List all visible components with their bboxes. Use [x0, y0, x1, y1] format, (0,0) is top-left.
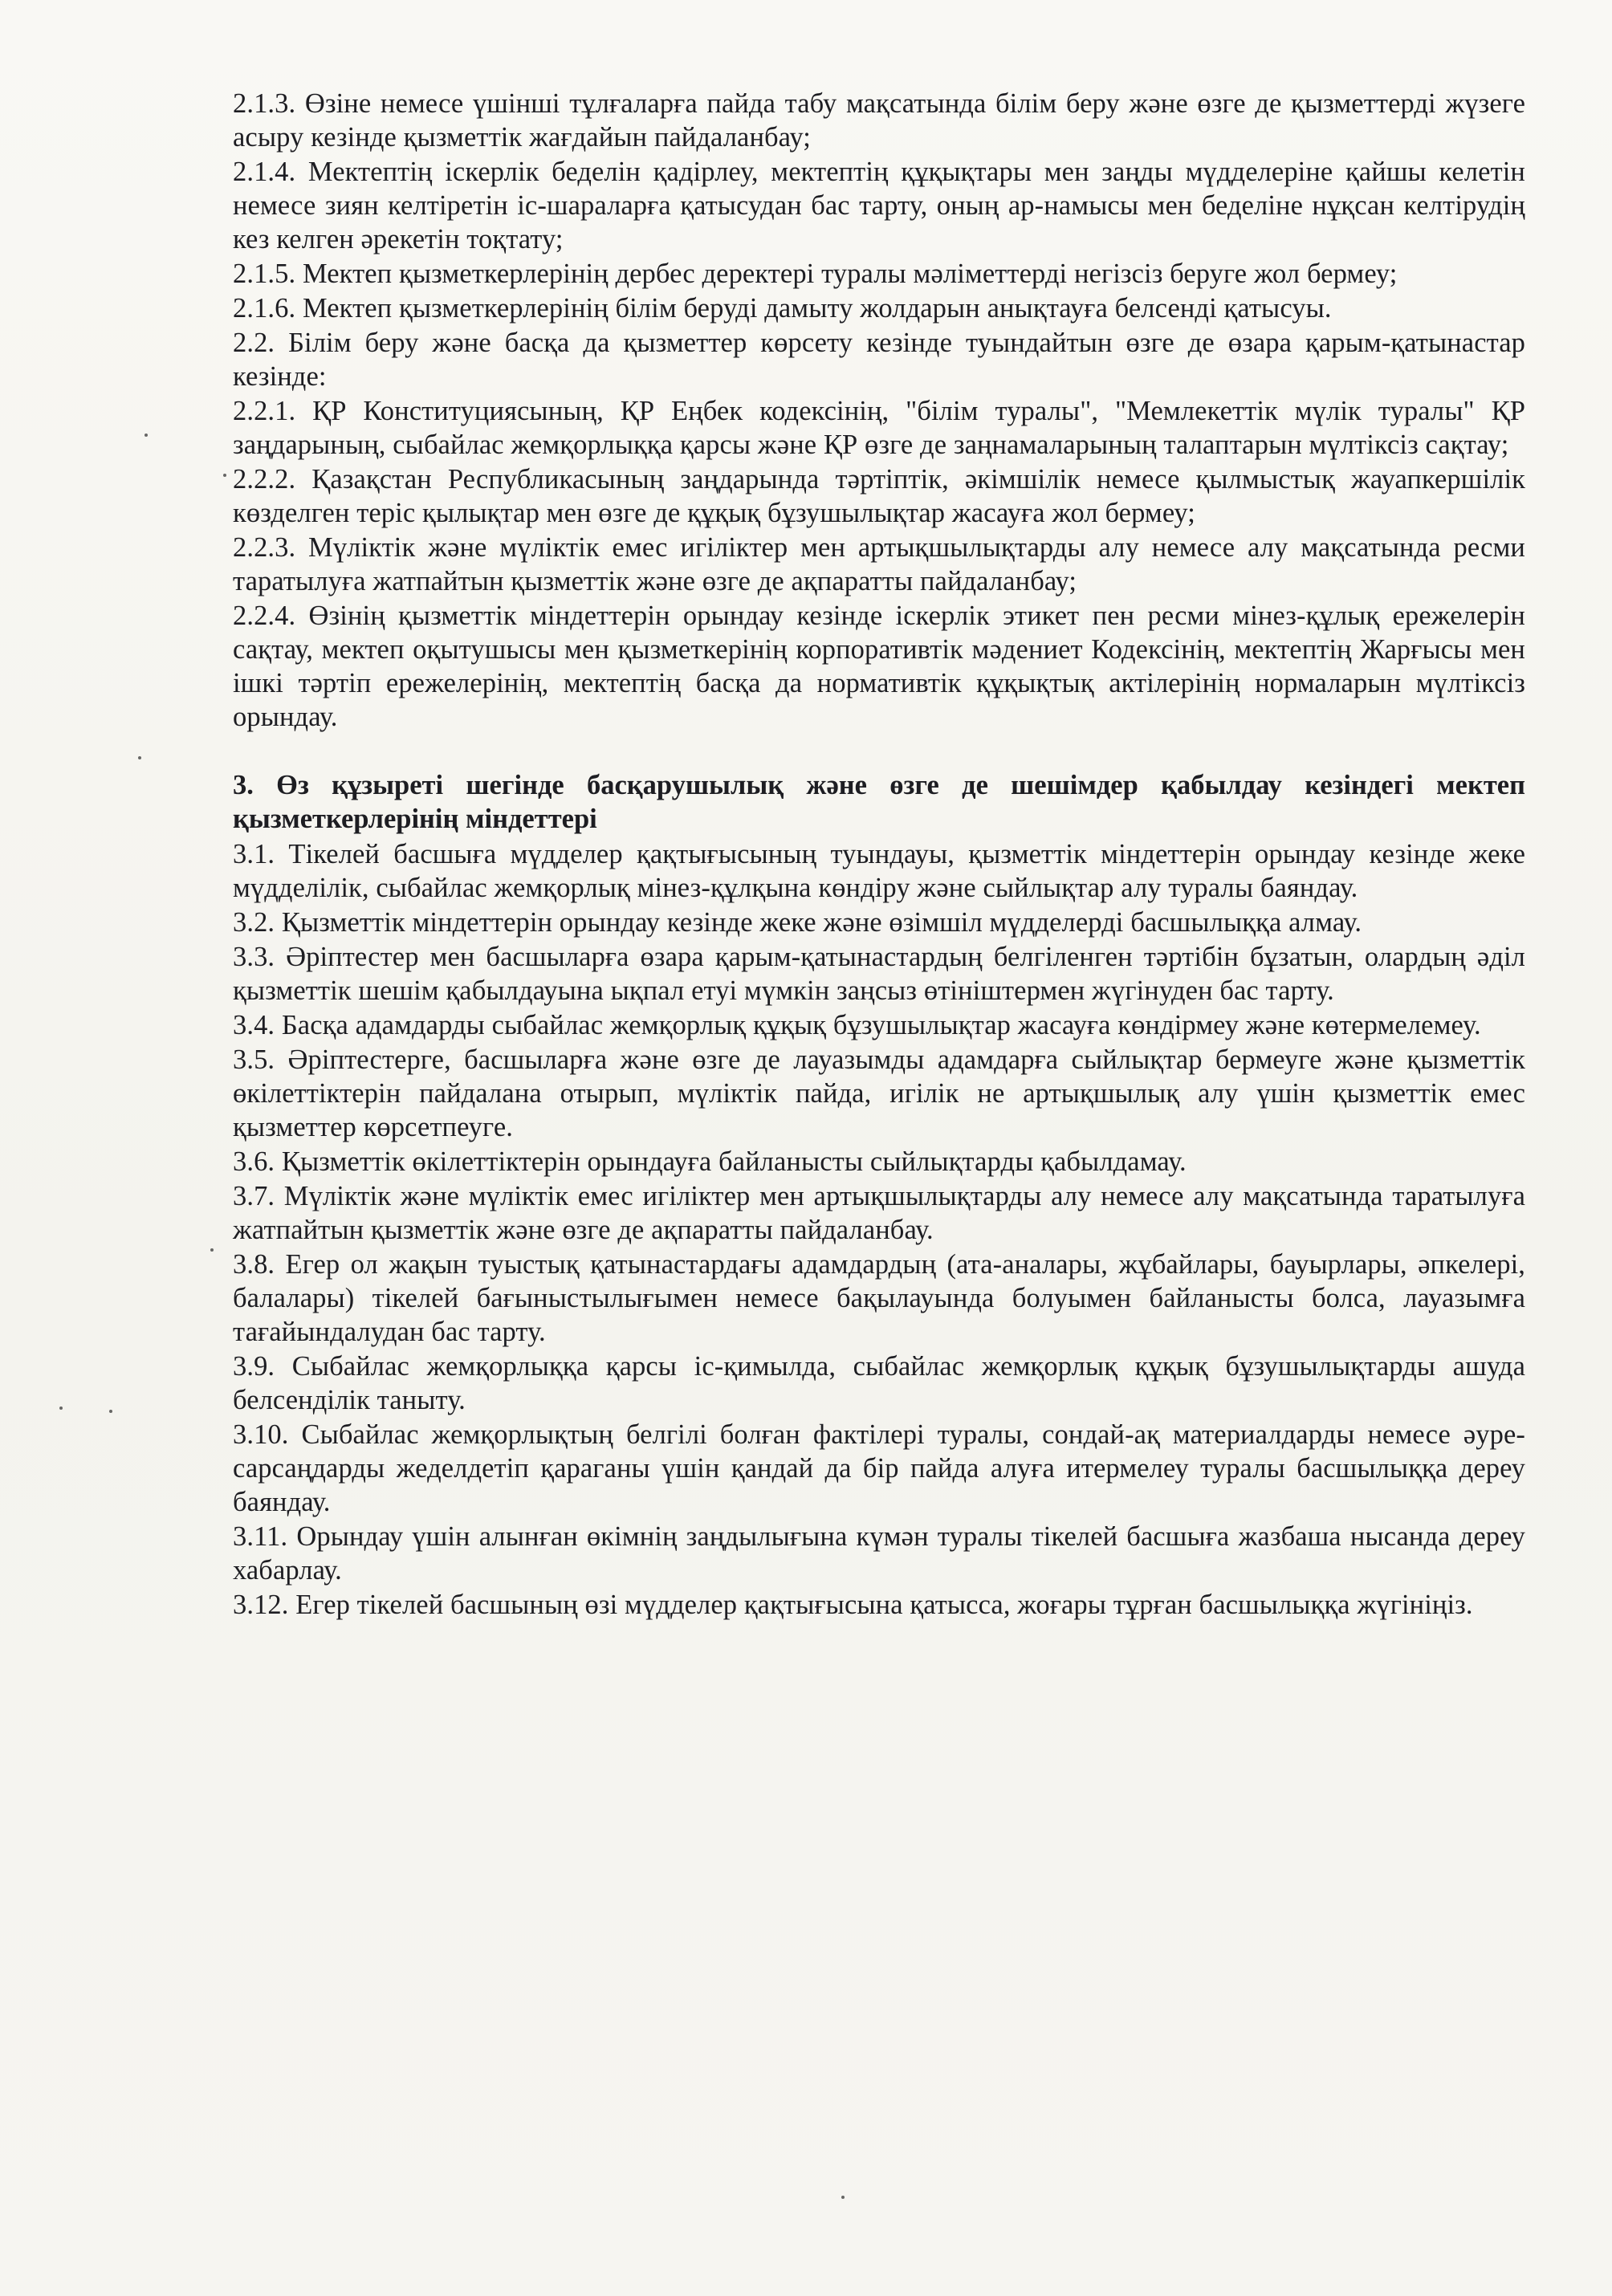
paragraph-3-7: 3.7. Мүліктік және мүліктік емес игіліктер мен артықшылықтарды алу немесе алу мақсатында таратылуға жатпайтын қызметтік және өзге де ақпаратты пайдаланбау. [233, 1181, 1525, 1245]
paragraph-3-5: 3.5. Әріптестерге, басшыларға және өзге де лауазымды адамдарға сыйлықтар бермеуге және қызметтік өкілеттіктерін пайдалана отырып, мүліктік пайда, игілік не артықшылық алу үшін қызметтік емес қызметтер көрсетпеуге. [233, 1044, 1525, 1142]
paragraph-2-1-6: 2.1.6. Мектеп қызметкерлерінің білім беруді дамыту жолдарын анықтауға белсенді қатысуы. [233, 293, 1332, 324]
paragraph-2-1-5: 2.1.5. Мектеп қызметкерлерінің дербес деректері туралы мәліметтерді негізсіз беруге жол бермеу; [233, 259, 1398, 289]
paragraph-2-1-3: 2.1.3. Өзіне немесе үшінші тұлғаларға пайда табу мақсатында білім беру және өзге де қызметтерді жүзеге асыру кезінде қызметтік жағдайын пайдаланбау; [233, 88, 1525, 153]
paragraph-2-1-4: 2.1.4. Мектептің іскерлік беделін қадірлеу, мектептің құқықтары мен заңды мүдделеріне қайшы келетін немесе зиян келтіретін іс-шараларға қатысудан бас тарту, оның ар-намысы мен беделіне нұқсан келтірудің кез келген әрекетін тоқтату; [233, 157, 1525, 254]
paragraph-3-2: 3.2. Қызметтік міндеттерін орындау кезінде жеке және өзімшіл мүдделерді басшылыққа алмау. [233, 907, 1362, 938]
paragraph-2-2: 2.2. Білім беру және басқа да қызметтер көрсету кезінде туындайтын өзге де өзара қарым-қатынастар кезінде: [233, 328, 1525, 392]
scan-speck [223, 474, 226, 477]
paragraph-3-6: 3.6. Қызметтік өкілеттіктерін орындауға байланысты сыйлықтарды қабылдамау. [233, 1146, 1187, 1177]
scan-speck [145, 434, 148, 437]
section-gap [233, 735, 1525, 768]
paragraph-2-2-4: 2.2.4. Өзінің қызметтік міндеттерін орындау кезінде іскерлік этикет пен ресми мінез-құлық ережелерін сақтау, мектеп оқытушысы мен қызметкерінің корпоративтік мәдениет Кодексінің, мектептің Жарғысы мен ішкі тәртіп ережелерінің, мектептің басқа да нормативтік құқықтық актілерінің нормаларын мүлтіксіз орындау. [233, 600, 1525, 732]
paragraph-3-4: 3.4. Басқа адамдарды сыбайлас жемқорлық құқық бұзушылықтар жасауға көндірмеу және көтермелемеу. [233, 1010, 1481, 1040]
paragraph-3-8: 3.8. Егер ол жақын туыстық қатынастардағы адамдардың (ата-аналары, жұбайлары, бауырлары, әпкелері, балалары) тікелей бағыныстылығымен немесе бақылауында болуымен байланысты болса, лауазымға тағайындалудан бас тарту. [233, 1249, 1525, 1347]
paragraph-2-2-3: 2.2.3. Мүліктік және мүліктік емес игіліктер мен артықшылықтарды алу немесе алу мақсатында ресми таратылуға жатпайтын қызметтік және өзге де ақпаратты пайдаланбау; [233, 532, 1525, 596]
scan-speck [59, 1407, 63, 1410]
paragraph-2-2-1: 2.2.1. ҚР Конституциясының, ҚР Еңбек кодексінің, "білім туралы", "Мемлекеттік мүлік туралы" ҚР заңдарының, сыбайлас жемқорлыққа қарсы және ҚР өзге де заңнамаларының талаптарын мүлтіксіз сақтау; [233, 396, 1525, 460]
section-3-heading: 3. Өз құзыреті шегінде басқарушылық және өзге де шешімдер қабылдау кезіндегі мектеп қызметкерлерінің міндеттері [233, 770, 1525, 834]
paragraph-3-12: 3.12. Егер тікелей басшының өзі мүдделер қақтығысына қатысса, жоғары тұрған басшылыққа жүгініңіз. [233, 1590, 1473, 1620]
paragraph-3-3: 3.3. Әріптестер мен басшыларға өзара қарым-қатынастардың белгіленген тәртібін бұзатын, олардың әділ қызметтік шешім қабылдауына ықпал етуі мүмкін заңсыз өтініштермен жүгінуден бас тарту. [233, 942, 1525, 1006]
scan-speck [210, 1248, 214, 1252]
paragraph-3-1: 3.1. Тікелей басшыға мүдделер қақтығысының туындауы, қызметтік міндеттерін орындау кезінде жеке мүдделілік, сыбайлас жемқорлық мінез-құлқына көндіру және сыйлықтар алу туралы баяндау. [233, 839, 1525, 903]
paragraph-3-11: 3.11. Орындау үшін алынған өкімнің заңдылығына күмән туралы тікелей басшыға жазбаша нысанда дереу хабарлау. [233, 1521, 1525, 1586]
scan-speck [841, 2196, 845, 2199]
document-body [233, 87, 1525, 1622]
paragraph-3-10: 3.10. Сыбайлас жемқорлықтың белгілі болған фактілері туралы, сондай-ақ материалдарды немесе әуре-сарсаңдарды жеделдетіп қараганы үшін қандай да бір пайда алуға итермелеу туралы басшылыққа дереу баяндау. [233, 1419, 1525, 1517]
paragraph-2-2-2: 2.2.2. Қазақстан Республикасының заңдарында тәртіптік, әкімшілік немесе қылмыстық жауапкершілік көзделген теріс қылықтар мен өзге де құқық бұзушылықтар жасауға жол бермеу; [233, 464, 1525, 528]
scan-speck [138, 756, 141, 759]
scan-speck [109, 1410, 112, 1413]
paragraph-3-9: 3.9. Сыбайлас жемқорлыққа қарсы іс-қимылда, сыбайлас жемқорлық құқық бұзушылықтарды ашуда белсенділік таныту. [233, 1351, 1525, 1415]
